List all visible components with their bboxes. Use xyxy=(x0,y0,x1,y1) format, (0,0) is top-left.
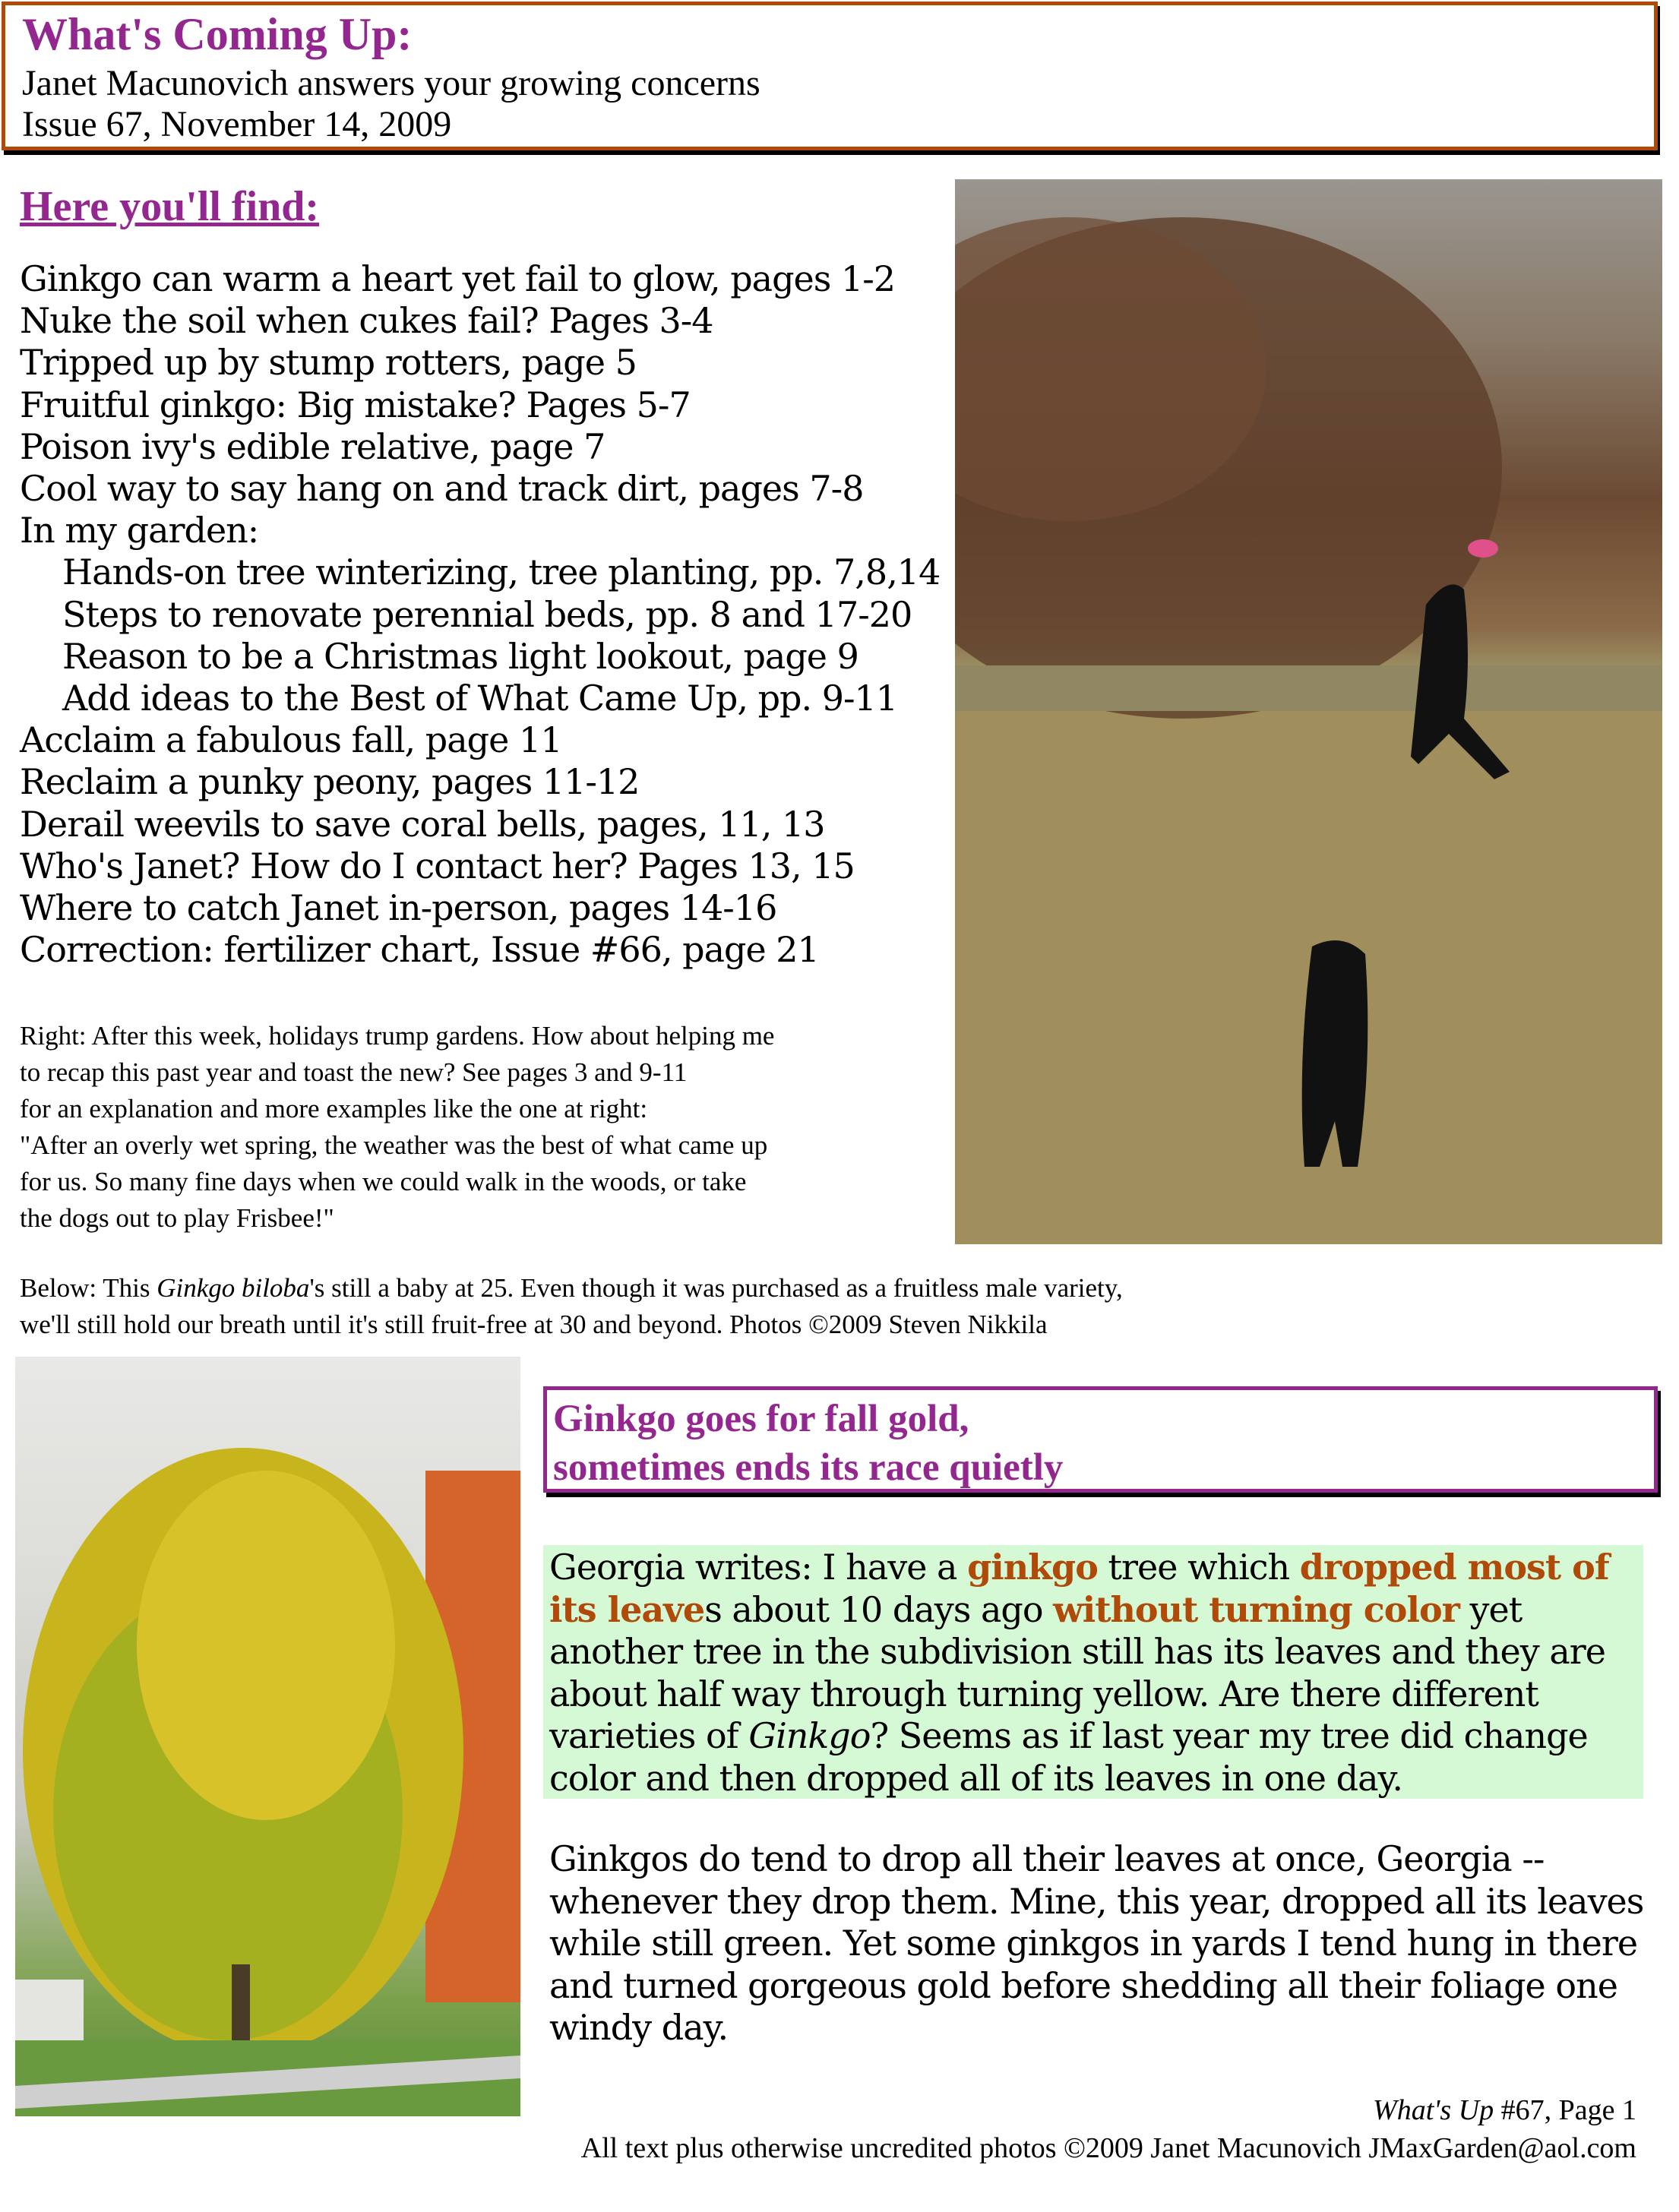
toc-heading: Here you'll find: xyxy=(20,183,320,230)
caption-line: Right: After this week, holidays trump gardens. How about helping me xyxy=(20,1021,775,1051)
toc-item: Tripped up by stump rotters, page 5 xyxy=(20,342,637,384)
toc-item: Poison ivy's edible relative, page 7 xyxy=(20,425,606,467)
photo-caption-right xyxy=(20,1018,947,1237)
toc-item: Hands-on tree winterizing, tree planting, pp. 7,8,14 xyxy=(62,551,941,593)
toc-item: Cool way to say hang on and track dirt, pages 7-8 xyxy=(20,468,864,510)
issue-date: Issue 67, November 14, 2009 xyxy=(22,104,452,144)
toc-item: Derail weevils to save coral bells, pages, 11, 13 xyxy=(20,803,825,845)
caption-line-2: we'll still hold our breath until it's still fruit-free at 30 and beyond. Photos ©2009 Steven Nikkila xyxy=(20,1310,1048,1339)
copyright-footer: All text plus otherwise uncredited photos ©2009 Janet Macunovich JMaxGarden@aol.com xyxy=(580,2132,1636,2164)
toc-item: Steps to renovate perennial beds, pp. 8 and 17-20 xyxy=(62,593,912,635)
masthead-title: What's Coming Up: xyxy=(22,9,413,59)
caption-line: for us. So many fine days when we could walk in the woods, or take xyxy=(20,1167,747,1196)
caption-line: "After an overly wet spring, the weather was the best of what came up xyxy=(20,1130,768,1160)
caption-line: the dogs out to play Frisbee!" xyxy=(20,1203,334,1233)
photo-ginkgo-tree xyxy=(15,1357,520,2116)
toc-item: Acclaim a fabulous fall, page 11 xyxy=(20,719,562,761)
toc-item: Add ideas to the Best of What Came Up, pp. 9-11 xyxy=(62,678,898,719)
article-heading xyxy=(543,1386,1658,1493)
toc-item: Correction: fertilizer chart, Issue #66, page 21 xyxy=(20,929,819,971)
masthead-subtitle xyxy=(22,63,760,145)
toc-item: Ginkgo can warm a heart yet fail to glow, pages 1-2 xyxy=(20,258,896,299)
toc-item: Fruitful ginkgo: Big mistake? Pages 5-7 xyxy=(20,384,691,425)
masthead xyxy=(2,2,1658,150)
photo-dogs-frisbee xyxy=(955,179,1662,1244)
toc-item: Who's Janet? How do I contact her? Pages 13, 15 xyxy=(20,845,855,886)
reader-question: Georgia writes: I have a ginkgo tree which dropped most of its leaves about 10 days ago without turning color yet another tree in the subdivision still has its leaves and they are about half way through turning yellow. Are there different varieties of Ginkgo? Seems as if last year my tree did change color and then dropped all of its leaves in one day. xyxy=(543,1545,1643,1799)
caption-line: to recap this past year and toast the new? See pages 3 and 9-11 xyxy=(20,1057,688,1087)
toc-item: Nuke the soil when cukes fail? Pages 3-4 xyxy=(20,300,713,342)
page-number: What's Up #67, Page 1 xyxy=(1373,2094,1636,2126)
subtitle-text: Janet Macunovich answers your growing concerns xyxy=(22,63,760,103)
photo-caption-below xyxy=(20,1270,1123,1343)
toc-item: Reason to be a Christmas light lookout, page 9 xyxy=(62,635,858,677)
toc-item: Reclaim a punky peony, pages 11-12 xyxy=(20,761,640,803)
answer-paragraph: Ginkgos do tend to drop all their leaves at once, Georgia -- whenever they drop them. Mine, this year, dropped all its leaves while still green. Yet some ginkgos in yards I tend hung in there and turned gorgeous gold before shedding all their foliage one windy day. xyxy=(549,1838,1644,2048)
toc-item: In my garden: xyxy=(20,510,259,551)
heading-line-1: Ginkgo goes for fall gold, xyxy=(553,1398,969,1440)
toc-item: Where to catch Janet in-person, pages 14-16 xyxy=(20,887,777,929)
caption-line: for an explanation and more examples like the one at right: xyxy=(20,1094,648,1123)
caption-line-1: Below: This Ginkgo biloba's still a baby at 25. Even though it was purchased as a fruitless male variety, xyxy=(20,1273,1123,1303)
table-of-contents xyxy=(20,258,940,971)
heading-line-2: sometimes ends its race quietly xyxy=(553,1446,1064,1489)
